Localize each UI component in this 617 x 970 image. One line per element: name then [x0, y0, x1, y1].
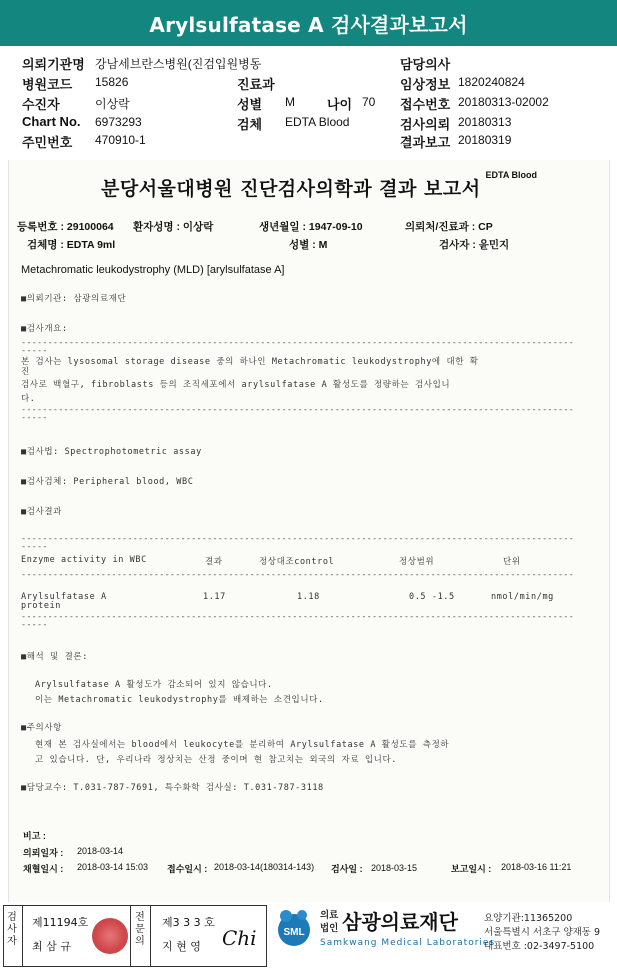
examiner-vertical: 검사자 [7, 912, 17, 947]
report-title: Arylsulfatase A 검사결과보고서 [149, 12, 468, 37]
overview-line: 본 검사는 lysosomal storage disease 중의 하나인 Metachromatic leukodystrophy에 대한 확 [21, 357, 479, 367]
report-title-bar [0, 0, 617, 46]
row-name: Arylsulfatase A [21, 592, 107, 602]
scan-sex: 성별 : M [289, 239, 328, 251]
dob: 생년월일 : 1947-09-10 [259, 221, 363, 233]
divider: -------------------------------------------------------------------------------------------------------- [21, 338, 575, 348]
specimen-label: 검체 [237, 117, 263, 132]
request-date-meta-value: 2018-03-14 [77, 846, 124, 856]
accession-label: 접수번호 [400, 97, 451, 112]
client-label: 의뢰기관명 [22, 57, 85, 72]
referral: 의뢰처/진료과 : CP [405, 221, 493, 233]
hospital-code-label: 병원코드 [22, 77, 73, 92]
request-date-label: 검사의뢰 [400, 117, 451, 132]
report-date-value: 20180319 [458, 133, 512, 147]
divider: -------------------------------------------------------------------------------------------------------- [21, 570, 575, 580]
chart-label: Chart No. [22, 114, 81, 129]
method: ■검사법: Spectrophotometric assay [21, 447, 202, 457]
row-unit: nmol/min/mg [491, 592, 554, 602]
remark-label: 비고 : [23, 831, 46, 841]
col-enzyme: Enzyme activity in WBC [21, 555, 147, 565]
collect-label: 채혈일시 : [23, 864, 64, 874]
col-range: 정상범위 [399, 557, 435, 567]
scan-title: 분당서울대병원 진단검사의학과 결과 보고서 [101, 178, 481, 200]
divider: -------------------------------------------------------------------------------------------------------- [21, 405, 575, 415]
test-date-value: 2018-03-15 [371, 863, 418, 873]
request-header [0, 52, 617, 152]
inst-label: ■의뢰기관: 삼광의료재단 [21, 294, 127, 304]
test-date-label: 검사일 : [331, 864, 363, 874]
org-address: 서울특별시 서초구 양재동 9 [484, 927, 601, 938]
collect-value: 2018-03-14 15:03 [77, 862, 149, 872]
accession-value: 20180313-02002 [458, 95, 549, 109]
divider: -------------------------------------------------------------------------------------------------------- [21, 534, 575, 544]
doctor-label: 담당의사 [400, 57, 451, 72]
overview-label: ■검사개요: [21, 324, 68, 334]
reg-no: 등록번호 : 29100064 [17, 221, 114, 233]
divider-tail: ----- [21, 413, 48, 423]
caution-line: 고 있습니다. 단, 우리나라 정상치는 산정 중이며 현 참고치는 외국의 자료 입니다. [35, 755, 397, 765]
interp-label: ■해석 및 결론: [21, 652, 88, 662]
scanned-report [8, 160, 610, 902]
result-label: ■검사결과 [21, 507, 62, 517]
report-time-value: 2018-03-16 11:21 [501, 862, 572, 872]
caution-label: ■주의사항 [21, 723, 62, 733]
overview-line: 검사로 백혈구, fibroblasts 등의 조직세포에서 arylsulfatase A 활성도를 정량하는 검사입니 [21, 380, 451, 390]
specimen-value: EDTA Blood [285, 115, 350, 129]
seal-stamp [92, 918, 128, 954]
request-date-meta-label: 의뢰일자 : [23, 848, 64, 858]
report-time-label: 보고일시 : [451, 864, 492, 874]
row-range: 0.5 -1.5 [409, 592, 455, 602]
org-code: 요양기관:11365200 [484, 913, 573, 924]
org-small-1: 의료 [320, 910, 339, 921]
caution-line: 현재 본 검사실에서는 blood에서 leukocyte를 분리하여 Arylsulfatase A 활성도를 측정하 [35, 740, 450, 750]
patient-label: 수진자 [22, 97, 60, 112]
sml-logo-icon [272, 906, 316, 950]
test-name: Metachromatic leukodystrophy (MLD) [arylsulfatase A] [21, 264, 285, 276]
interp-line: 이는 Metachromatic leukodystrophy를 배제하는 소견입니다. [35, 695, 324, 705]
sex-value: M [285, 95, 295, 109]
receive-label: 접수일시 : [167, 864, 208, 874]
age-label: 나이 [327, 97, 353, 112]
divider-tail: ----- [21, 620, 48, 630]
hospital-code-value: 15826 [95, 75, 129, 89]
clinical-info-label: 임상정보 [400, 77, 451, 92]
rrn-label: 주민번호 [22, 135, 73, 150]
divider-tail: ----- [21, 346, 48, 356]
department-label: 진료과 [237, 77, 275, 92]
client-value: 강남세브란스병원(진검입원병동 [95, 57, 262, 71]
logo-text: SML [283, 927, 305, 938]
report-date-label: 결과보고 [400, 135, 451, 150]
age-value: 70 [362, 95, 376, 109]
signature-footer [0, 902, 617, 970]
examiner: 검사자 : 윤민지 [439, 239, 510, 251]
examiner-name: 최 삼 규 [32, 940, 71, 953]
overview-line: 다. [21, 394, 36, 404]
patient-name: 환자성명 : 이상락 [133, 221, 214, 233]
request-date-value: 20180313 [458, 115, 512, 129]
examiner-license: 제11194호 [32, 916, 89, 929]
org-name: 삼광의료재단 [342, 910, 458, 934]
scan-specimen: 검체명 : EDTA 9ml [27, 239, 116, 251]
receive-value: 2018-03-14(180314-143) [214, 862, 315, 872]
edta-stamp: EDTA Blood [485, 170, 537, 180]
specialist-name: 지 현 영 [162, 940, 201, 953]
chart-value: 6973293 [95, 115, 142, 129]
col-control: 정상대조control [259, 557, 335, 567]
col-unit: 단위 [503, 557, 521, 567]
row-control: 1.18 [297, 592, 320, 602]
row-name-cont: protein [21, 601, 62, 611]
org-english-name: Samkwang Medical Laboratories [320, 938, 496, 948]
divider-tail: ----- [21, 542, 48, 552]
specialist-vertical: 전문의 [135, 912, 145, 947]
signature: Chi [222, 926, 257, 950]
contact: ■담당교수: T.031-787-7691, 특수화학 검사실: T.031-787-3118 [21, 783, 324, 793]
sex-label: 성별 [237, 97, 263, 112]
divider: -------------------------------------------------------------------------------------------------------- [21, 612, 575, 622]
overview-line: 진 [21, 367, 30, 377]
specimen-type: ■검사검체: Peripheral blood, WBC [21, 477, 194, 487]
clinical-info-value: 1820240824 [458, 75, 525, 89]
interp-line: Arylsulfatase A 활성도가 감소되어 있지 않습니다. [35, 680, 273, 690]
col-result: 결과 [205, 557, 223, 567]
specialist-license: 제3 3 3 호 [162, 916, 215, 929]
org-small-2: 법인 [320, 923, 339, 934]
row-result: 1.17 [203, 592, 226, 602]
org-phone: 대표번호 :02-3497-5100 [484, 941, 595, 952]
patient-value: 이상락 [95, 97, 130, 111]
rrn-value: 470910-1 [95, 133, 146, 147]
